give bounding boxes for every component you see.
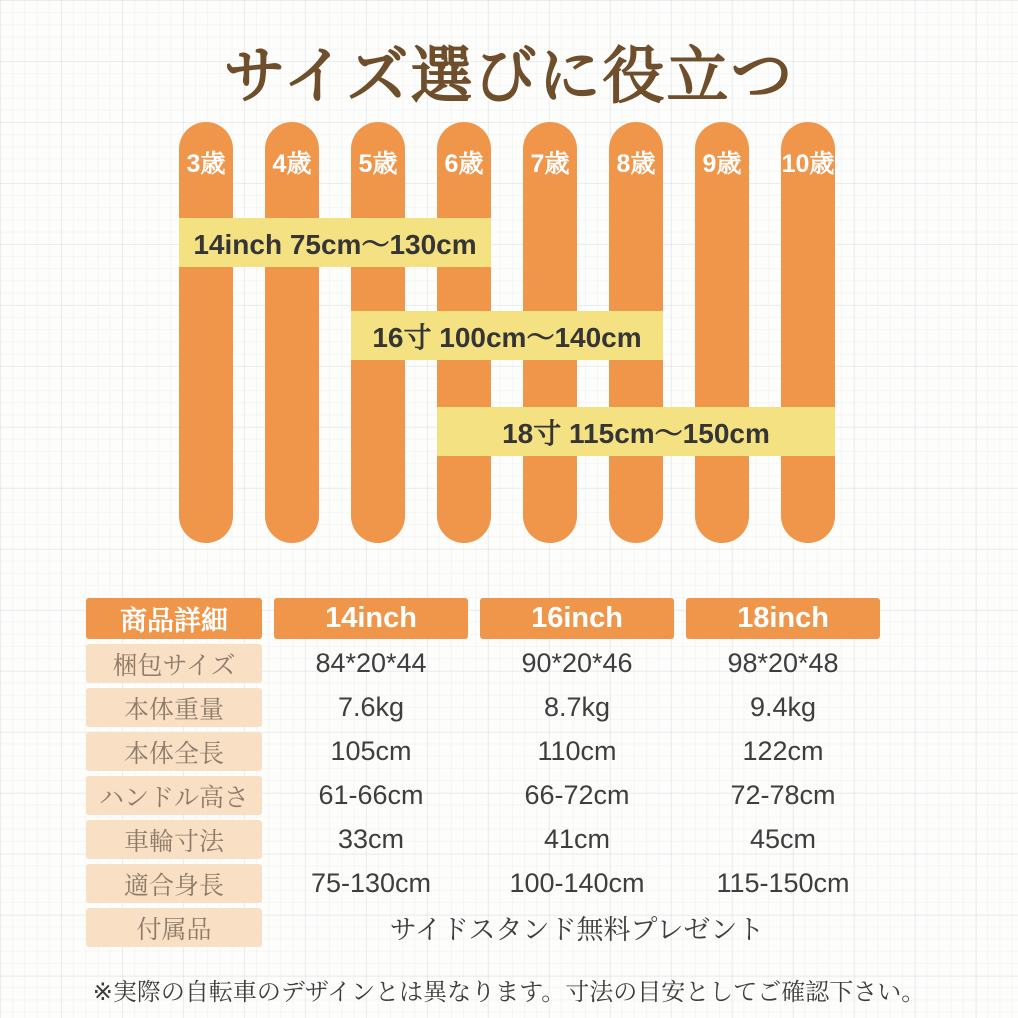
page-title: サイズ選びに役立つ	[223, 42, 795, 111]
age-bar-10	[781, 122, 835, 543]
table-header-product-details: 商品詳細	[86, 598, 262, 639]
table-header-16inch: 16inch	[480, 598, 674, 639]
table-cell: 122cm	[742, 736, 824, 766]
age-bar-3	[179, 122, 233, 543]
table-cell: 61-66cm	[318, 780, 424, 810]
spec-table	[86, 598, 880, 947]
range-band-label: 14inch 75cm〜130cm	[193, 228, 477, 260]
table-cell: 115-150cm	[716, 868, 850, 898]
table-cell: 72-78cm	[730, 780, 836, 810]
age-bar-4	[265, 122, 319, 543]
table-header-14inch: 14inch	[274, 598, 468, 639]
range-band-label: 16寸 100cm〜140cm	[372, 321, 642, 353]
age-bar-label: 3歳	[186, 150, 226, 178]
table-cell: 100-140cm	[509, 868, 645, 898]
row-label-handle-height: ハンドル高さ	[86, 776, 262, 815]
table-cell: 66-72cm	[524, 780, 630, 810]
range-band-16inch	[351, 311, 663, 360]
table-cell: 45cm	[749, 824, 817, 854]
age-bar-label: 7歳	[530, 150, 570, 178]
table-cell: 75-130cm	[310, 868, 432, 898]
age-bar-label: 6歳	[444, 150, 484, 178]
row-label-package-size: 梱包サイズ	[86, 644, 262, 683]
range-band-label: 18寸 115cm〜150cm	[502, 417, 770, 449]
row-label-wheel-size: 車輪寸法	[86, 820, 262, 859]
table-cell-accessories: サイドスタンド無料プレゼント	[389, 915, 765, 945]
range-band-14inch	[179, 218, 491, 267]
table-cell: 98*20*48	[727, 648, 839, 678]
table-cell: 110cm	[537, 736, 617, 766]
table-cell: 7.6kg	[337, 692, 405, 722]
row-label-suitable-height: 適合身長	[86, 864, 262, 903]
age-bar-label: 10歳	[781, 150, 835, 178]
table-cell: 90*20*46	[521, 648, 633, 678]
table-cell: 41cm	[543, 824, 611, 854]
table-cell: 84*20*44	[315, 648, 427, 678]
age-bar-label: 8歳	[616, 150, 656, 178]
age-bar-label: 9歳	[702, 150, 742, 178]
table-header-18inch: 18inch	[686, 598, 880, 639]
table-cell: 33cm	[337, 824, 405, 854]
table-cell: 105cm	[330, 736, 412, 766]
age-bar-label: 5歳	[358, 150, 398, 178]
row-label-body-weight: 本体重量	[86, 688, 262, 727]
table-cell: 9.4kg	[749, 692, 817, 722]
age-bar-label: 4歳	[272, 150, 312, 178]
age-bar-9	[695, 122, 749, 543]
table-cell: 8.7kg	[543, 692, 611, 722]
row-label-accessories: 付属品	[86, 908, 262, 947]
range-band-18inch	[437, 407, 835, 456]
row-label-total-length: 本体全長	[86, 732, 262, 771]
disclaimer-note: ※実際の自転車のデザインとは異なります。寸法の目安としてご確認下さい。	[92, 979, 926, 1006]
